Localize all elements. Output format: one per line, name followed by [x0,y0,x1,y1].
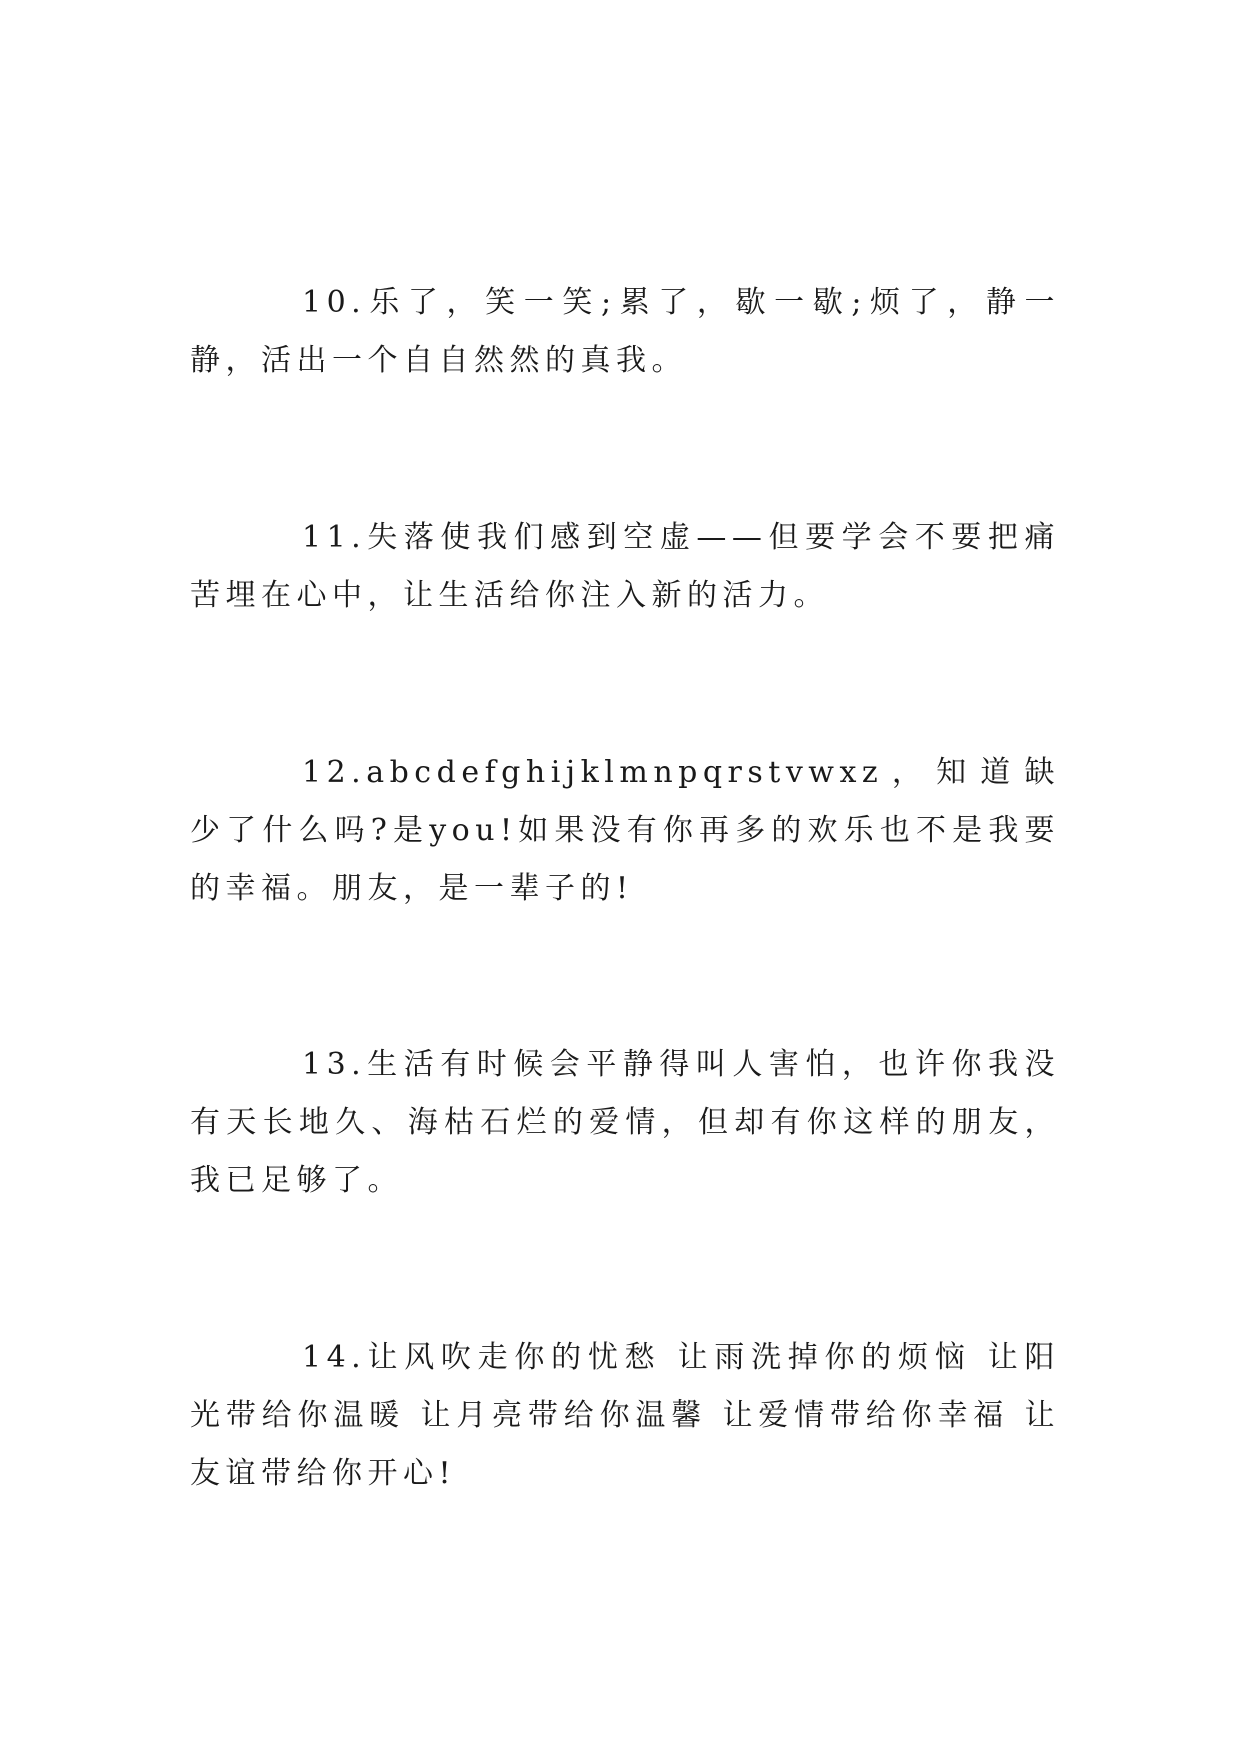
paragraph-number: 12. [302,755,367,790]
paragraph-text: 乐了，笑一笑;累了，歇一歇;烦了，静一静，活出一个自自然然的真我。 [190,285,1060,378]
paragraph-number: 13. [302,1047,367,1082]
paragraph-text: 生活有时候会平静得叫人害怕，也许你我没有天长地久、海枯石烂的爱情，但却有你这样的朋友，我已足够了。 [190,1047,1060,1198]
paragraph-text: 让风吹走你的忧愁 让雨洗掉你的烦恼 让阳光带给你温暖 让月亮带给你温馨 让爱情带给你幸福 让友谊带给你开心! [190,1340,1060,1491]
paragraph-14 [190,1329,1060,1503]
paragraph-10 [190,274,1060,390]
paragraph-number: 10. [302,285,367,320]
paragraph-number: 11. [302,520,367,555]
paragraph-11 [190,509,1060,625]
paragraph-text: abcdefghijklmnpqrstvwxz，知道缺少了什么吗?是you!如果没有你再多的欢乐也不是我要的幸福。朋友，是一辈子的! [190,755,1060,906]
paragraph-number: 14. [302,1340,367,1375]
paragraph-12 [190,744,1060,918]
paragraph-text: 失落使我们感到空虚——但要学会不要把痛苦埋在心中，让生活给你注入新的活力。 [190,520,1060,613]
paragraph-13 [190,1036,1060,1210]
